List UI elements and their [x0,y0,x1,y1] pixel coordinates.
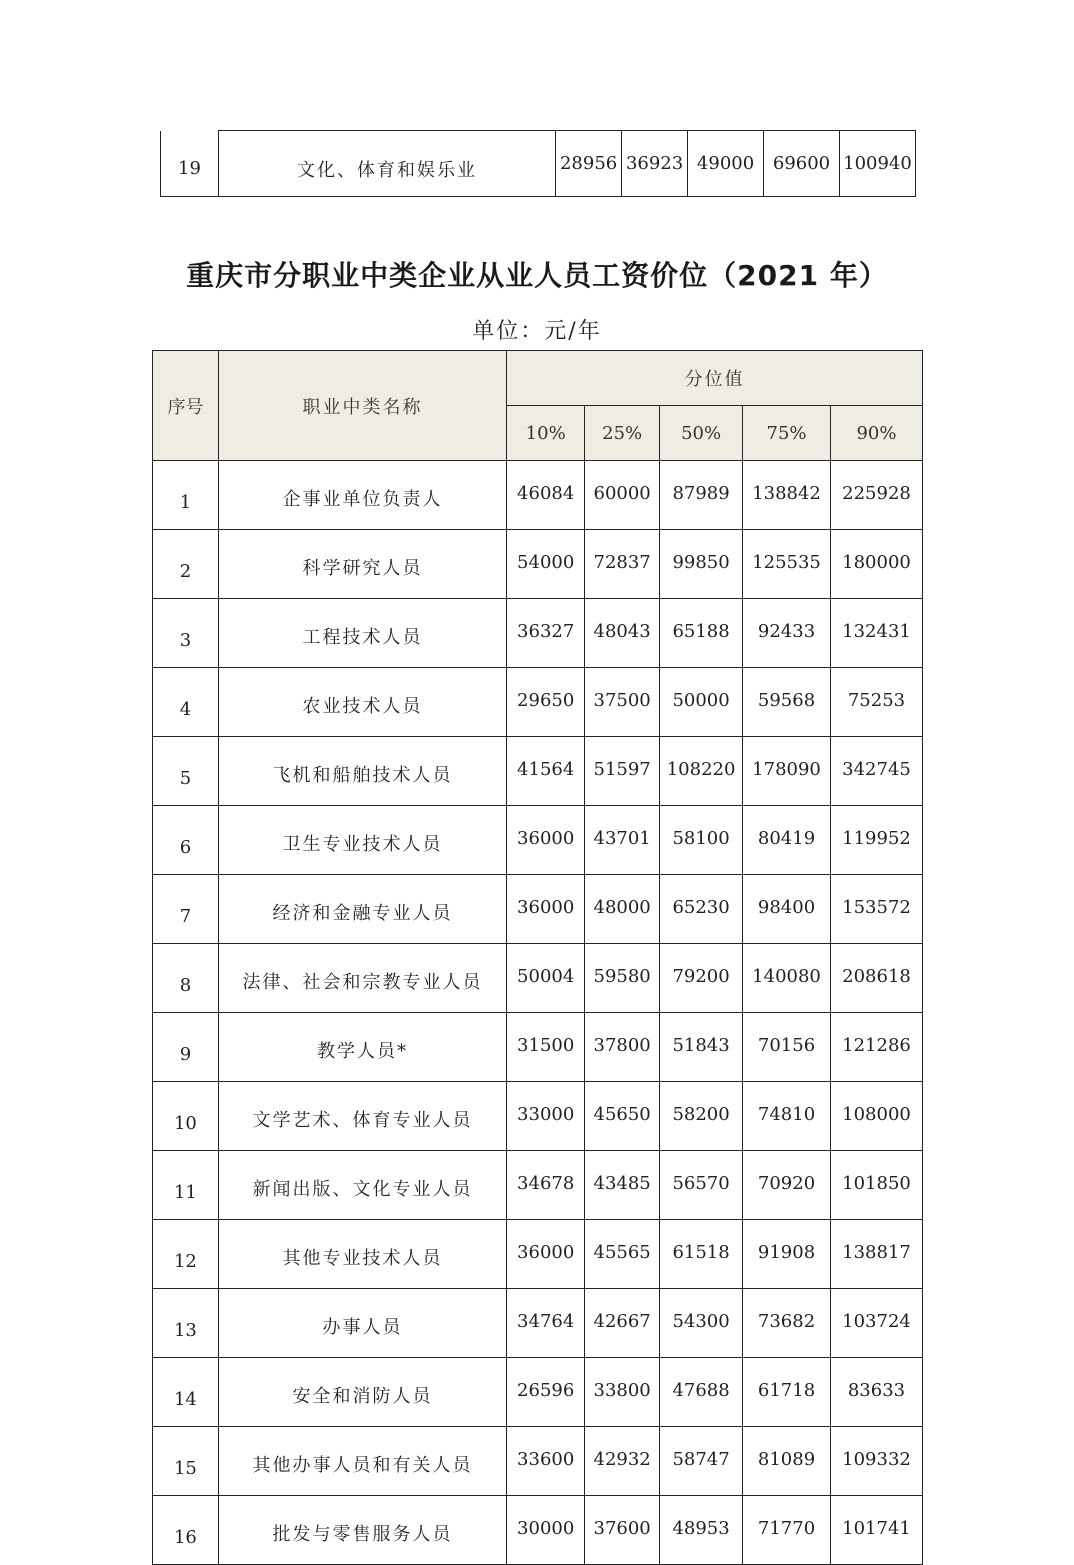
value-p10: 29650 [507,668,585,737]
row-seq: 15 [153,1427,219,1496]
table-row [153,1496,923,1565]
row-name: 批发与零售服务人员 [218,1496,506,1565]
table-row [153,1013,923,1082]
row-name: 新闻出版、文化专业人员 [218,1151,506,1220]
value-p50: 49000 [688,131,764,197]
table-row [153,1427,923,1496]
value-p25: 45650 [585,1082,660,1151]
value-p10: 50004 [507,944,585,1013]
value-p90: 103724 [831,1289,923,1358]
value-p25: 42667 [585,1289,660,1358]
value-p10: 33600 [507,1427,585,1496]
value-p10: 30000 [507,1496,585,1565]
table-row [153,806,923,875]
value-p75: 178090 [743,737,831,806]
row-seq: 6 [153,806,219,875]
value-p90: 119952 [831,806,923,875]
value-p75: 73682 [743,1289,831,1358]
value-p75: 80419 [743,806,831,875]
value-p50: 47688 [660,1358,743,1427]
value-p10: 34678 [507,1151,585,1220]
table-row [153,1358,923,1427]
value-p10: 33000 [507,1082,585,1151]
value-p25: 60000 [585,461,660,530]
value-p90: 132431 [831,599,923,668]
row-name: 科学研究人员 [218,530,506,599]
value-p10: 46084 [507,461,585,530]
row-seq: 7 [153,875,219,944]
row-name: 教学人员* [218,1013,506,1082]
value-p75: 70920 [743,1151,831,1220]
value-p25: 43701 [585,806,660,875]
value-p25: 48043 [585,599,660,668]
value-p25: 36923 [622,131,688,197]
value-p25: 33800 [585,1358,660,1427]
table-row [153,737,923,806]
value-p10: 28956 [556,131,622,197]
row-seq: 16 [153,1496,219,1565]
value-p90: 138817 [831,1220,923,1289]
row-seq: 14 [153,1358,219,1427]
table-row [153,875,923,944]
value-p90: 101850 [831,1151,923,1220]
table-row [153,530,923,599]
value-p50: 50000 [660,668,743,737]
value-p75: 59568 [743,668,831,737]
value-p25: 59580 [585,944,660,1013]
value-p75: 71770 [743,1496,831,1565]
row-seq: 11 [153,1151,219,1220]
row-name: 法律、社会和宗教专业人员 [218,944,506,1013]
row-name: 其他专业技术人员 [218,1220,506,1289]
value-p25: 72837 [585,530,660,599]
value-p25: 45565 [585,1220,660,1289]
value-p25: 37500 [585,668,660,737]
header-percentile-group: 分位值 [507,351,923,406]
value-p25: 37800 [585,1013,660,1082]
value-p50: 58747 [660,1427,743,1496]
value-p90: 75253 [831,668,923,737]
value-p75: 138842 [743,461,831,530]
value-p50: 51843 [660,1013,743,1082]
table-row [153,944,923,1013]
value-p75: 92433 [743,599,831,668]
previous-table-fragment [160,130,916,197]
value-p90: 208618 [831,944,923,1013]
header-p90: 90% [831,406,923,461]
value-p50: 54300 [660,1289,743,1358]
value-p90: 109332 [831,1427,923,1496]
table-row [153,668,923,737]
header-p25: 25% [585,406,660,461]
header-seq: 序号 [153,351,219,461]
value-p90: 153572 [831,875,923,944]
table-row [153,599,923,668]
header-p50: 50% [660,406,743,461]
row-seq: 9 [153,1013,219,1082]
value-p10: 36000 [507,1220,585,1289]
value-p90: 100940 [839,131,915,197]
value-p75: 98400 [743,875,831,944]
value-p10: 36327 [507,599,585,668]
value-p10: 36000 [507,806,585,875]
table-row [153,1289,923,1358]
row-seq: 5 [153,737,219,806]
value-p90: 83633 [831,1358,923,1427]
table-row [161,131,916,197]
row-name: 办事人员 [218,1289,506,1358]
row-name: 文化、体育和娱乐业 [218,131,555,197]
value-p50: 87989 [660,461,743,530]
header-row-1 [153,351,923,406]
value-p10: 54000 [507,530,585,599]
row-name: 工程技术人员 [218,599,506,668]
row-seq: 1 [153,461,219,530]
table-row [153,1220,923,1289]
row-seq: 2 [153,530,219,599]
value-p90: 342745 [831,737,923,806]
value-p25: 48000 [585,875,660,944]
row-seq: 8 [153,944,219,1013]
row-name: 安全和消防人员 [218,1358,506,1427]
value-p25: 43485 [585,1151,660,1220]
value-p50: 99850 [660,530,743,599]
value-p50: 65188 [660,599,743,668]
table-row [153,1151,923,1220]
value-p90: 121286 [831,1013,923,1082]
value-p90: 225928 [831,461,923,530]
value-p75: 61718 [743,1358,831,1427]
value-p75: 140080 [743,944,831,1013]
value-p90: 180000 [831,530,923,599]
value-p50: 56570 [660,1151,743,1220]
header-p10: 10% [507,406,585,461]
value-p90: 101741 [831,1496,923,1565]
value-p50: 48953 [660,1496,743,1565]
value-p10: 36000 [507,875,585,944]
row-name: 文学艺术、体育专业人员 [218,1082,506,1151]
table-row [153,461,923,530]
value-p10: 31500 [507,1013,585,1082]
row-seq: 3 [153,599,219,668]
row-name: 飞机和船舶技术人员 [218,737,506,806]
value-p75: 69600 [764,131,840,197]
value-p50: 108220 [660,737,743,806]
value-p90: 108000 [831,1082,923,1151]
row-name: 其他办事人员和有关人员 [218,1427,506,1496]
row-name: 经济和金融专业人员 [218,875,506,944]
row-name: 卫生专业技术人员 [218,806,506,875]
row-seq: 10 [153,1082,219,1151]
value-p10: 26596 [507,1358,585,1427]
row-seq: 4 [153,668,219,737]
row-name: 企事业单位负责人 [218,461,506,530]
unit-label: 单位：元/年 [472,319,602,344]
value-p75: 81089 [743,1427,831,1496]
value-p50: 79200 [660,944,743,1013]
value-p10: 41564 [507,737,585,806]
value-p25: 42932 [585,1427,660,1496]
page-title: 重庆市分职业中类企业从业人员工资价位（2021 年） [186,259,888,292]
row-name: 农业技术人员 [218,668,506,737]
value-p25: 51597 [585,737,660,806]
value-p50: 58200 [660,1082,743,1151]
value-p75: 125535 [743,530,831,599]
header-name: 职业中类名称 [218,351,506,461]
value-p50: 65230 [660,875,743,944]
row-seq: 19 [161,131,219,197]
wage-table [152,350,923,1565]
table-body [153,461,923,1565]
header-p75: 75% [743,406,831,461]
table-row [153,1082,923,1151]
value-p50: 58100 [660,806,743,875]
value-p75: 70156 [743,1013,831,1082]
value-p50: 61518 [660,1220,743,1289]
value-p75: 74810 [743,1082,831,1151]
value-p10: 34764 [507,1289,585,1358]
row-seq: 13 [153,1289,219,1358]
row-seq: 12 [153,1220,219,1289]
value-p75: 91908 [743,1220,831,1289]
value-p25: 37600 [585,1496,660,1565]
